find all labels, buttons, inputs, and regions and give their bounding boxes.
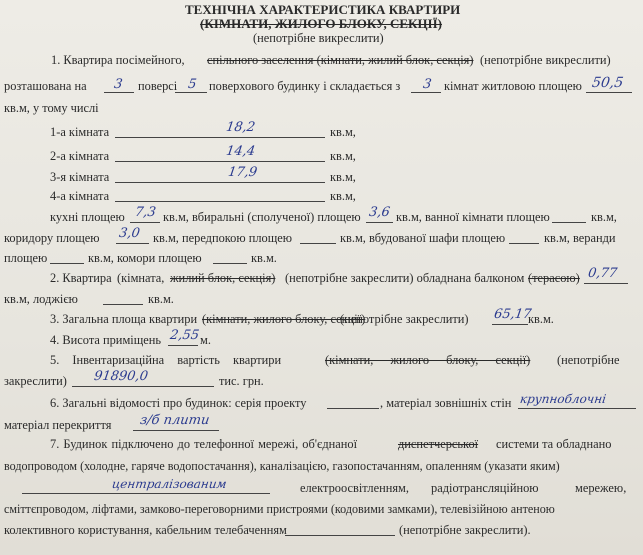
p5-strike: (кімнати, жилого блоку, секції) (325, 353, 531, 367)
p1-text: (непотрібне викреслити) (480, 53, 611, 67)
areas-text: коридору площею (4, 231, 100, 245)
floors-total-field[interactable] (175, 92, 207, 93)
height-value: 2,55 (169, 328, 201, 343)
doc-subtitle: (КІМНАТИ, ЖИЛОГО БЛОКУ, СЕКЦІЇ) (200, 16, 442, 31)
cable-tv-field[interactable] (285, 535, 395, 536)
wardrobe-field[interactable] (509, 243, 539, 244)
corridor-value: 3,0 (118, 226, 141, 241)
corridor-field[interactable] (116, 243, 149, 244)
p7-text: сміттєпроводом, ліфтами, замково-переговорними пристроями (кодовими замками), телевізійною антеною (4, 502, 555, 516)
veranda-field[interactable] (50, 263, 84, 264)
p2-strike: жилий блок, секція) (170, 271, 276, 285)
p1-text: поверхового будинку і складається з (209, 79, 401, 93)
p5-text: закреслити) (4, 374, 67, 388)
areas-text: кв.м, вбудованої шафи площею (340, 231, 506, 245)
p1-strike: спільного заселення (кімнати, жилий блок, секція) (207, 53, 474, 67)
p2-strike: (терасою) (528, 271, 580, 285)
p2-text: (непотрібне закреслити) обладнана балконом (285, 271, 525, 285)
balcony-value: 0,77 (587, 266, 619, 281)
loggia-field[interactable] (103, 304, 143, 305)
ceiling-field[interactable] (133, 430, 219, 431)
room-2-value: 14,4 (225, 144, 257, 159)
p5-text: (непотрібне (557, 353, 620, 367)
ceiling-value: з/б плити (139, 413, 211, 428)
areas-text: кв.м, передпокою площею (153, 231, 293, 245)
p2-text: кв.м. (148, 292, 174, 306)
p2-text: 2. Квартира (50, 271, 112, 285)
bath-field[interactable] (552, 222, 586, 223)
living-area-field[interactable] (586, 92, 632, 93)
p3-text: (непотрібне закреслити) (340, 312, 469, 326)
total-area-field[interactable] (492, 324, 528, 325)
floor-value: 3 (113, 77, 124, 92)
p2-text: (кімната, (117, 271, 165, 285)
areas-text: кв.м, вбиральні (сполученої) площею (163, 210, 361, 224)
p7-strike: диспетчерської (398, 437, 479, 451)
p7-text: мережею, (575, 481, 627, 495)
areas-text: кв.м, комори площею (88, 251, 202, 265)
p7-text: електроосвітленням, (300, 481, 409, 495)
p4-text: м. (200, 333, 211, 347)
room-2-label: 2-а кімната (50, 149, 110, 163)
areas-text: кухні площею (50, 210, 125, 224)
p5-text: тис. грн. (219, 374, 264, 388)
p1-text: поверсі (138, 79, 178, 93)
room-1-unit: кв.м, (330, 125, 356, 139)
series-field[interactable] (327, 408, 379, 409)
p4-text: 4. Висота приміщень (50, 333, 162, 347)
inventory-value: 91890,0 (93, 369, 149, 384)
hallway-field[interactable] (300, 243, 336, 244)
p3-text: кв.м. (528, 312, 554, 326)
doc-note: (непотрібне викреслити) (253, 31, 384, 45)
areas-text: кв.м. (251, 251, 277, 265)
kitchen-field[interactable] (130, 222, 160, 223)
height-field[interactable] (168, 345, 198, 346)
walls-value: крупноблочні (519, 392, 608, 406)
room-3-label: 3-я кімната (50, 170, 110, 184)
p7-text: водопроводом (холодне, гаряче водопостачання), каналізацією, газопостачанням, опаленням (указати яким) (4, 459, 560, 473)
p7-text: 7. Будинок підключено до телефонної мережі, об'єднаної (50, 437, 358, 451)
inventory-value-field[interactable] (72, 386, 214, 387)
living-area-value: 50,5 (590, 75, 625, 91)
p6-text: 6. Загальні відомості про будинок: серія проекту (50, 396, 307, 410)
rooms-count-value: 3 (422, 77, 433, 92)
room-2-field[interactable] (115, 161, 325, 162)
p2-text: кв.м, лоджією (4, 292, 78, 306)
storage-field[interactable] (213, 263, 247, 264)
p3-strike: (кімнати, жилого блоку, секції) (202, 312, 366, 326)
p3-text: 3. Загальна площа квартири (50, 312, 198, 326)
wc-value: 3,6 (368, 205, 391, 220)
kitchen-value: 7,3 (134, 205, 157, 220)
floor-field[interactable] (104, 92, 134, 93)
areas-text: кв.м, (591, 210, 617, 224)
room-1-field[interactable] (115, 137, 325, 138)
p7-text: радіотрансляційною (431, 481, 539, 495)
rooms-count-field[interactable] (411, 92, 441, 93)
room-2-unit: кв.м, (330, 149, 356, 163)
total-area-value: 65,17 (493, 307, 533, 322)
p7-text: колективного користування, кабельним телебаченням (4, 523, 287, 537)
room-4-label: 4-а кімната (50, 189, 110, 203)
floors-total-value: 5 (187, 77, 198, 92)
room-3-value: 17,9 (227, 165, 259, 180)
heating-field[interactable] (22, 493, 270, 494)
room-4-unit: кв.м, (330, 189, 356, 203)
p7-text: (непотрібне закреслити). (399, 523, 531, 537)
p5-text: 5. Інвентаризаційна вартість квартири (50, 353, 282, 367)
wc-field[interactable] (366, 222, 393, 223)
areas-text: кв.м, ванної кімнати площею (396, 210, 550, 224)
p1-text: кімнат житловою площею (444, 79, 582, 93)
p6-text: , матеріал зовнішніх стін (380, 396, 512, 410)
balcony-field[interactable] (584, 283, 628, 284)
areas-text: площею (4, 251, 48, 265)
room-1-value: 18,2 (225, 120, 257, 135)
room-3-field[interactable] (115, 182, 325, 183)
areas-text: кв.м, веранди (544, 231, 616, 245)
room-1-label: 1-а кімната (50, 125, 110, 139)
p6-text: матеріал перекриття (4, 418, 112, 432)
p1-text: розташована на (4, 79, 87, 93)
walls-field[interactable] (518, 408, 636, 409)
p1-text: кв.м, у тому числі (4, 101, 99, 115)
p1-text: 1. Квартира посімейного, (51, 53, 185, 67)
doc-title: ТЕХНІЧНА ХАРАКТЕРИСТИКА КВАРТИРИ (185, 2, 461, 17)
room-3-unit: кв.м, (330, 170, 356, 184)
room-4-field[interactable] (115, 201, 325, 202)
p7-text: системи та обладнано (496, 437, 612, 451)
heating-value: централізованим (111, 477, 228, 491)
